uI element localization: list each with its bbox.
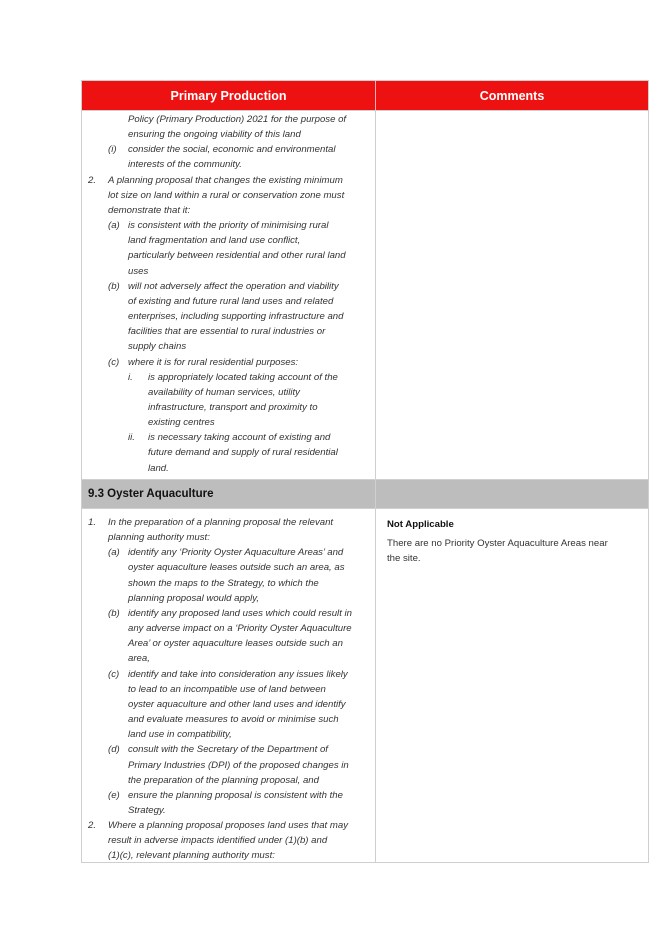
clause-line — [82, 758, 375, 773]
clause-text: any adverse impact on a ‘Priority Oyster Aquaculture — [128, 623, 352, 635]
clause-text: land fragmentation and land use conflict, — [128, 235, 301, 247]
clause-line — [82, 697, 375, 712]
clause-line — [82, 233, 375, 248]
clause-text: area, — [128, 653, 150, 665]
clause-text: (1)(c), relevant planning authority must: — [108, 850, 275, 862]
clause-line — [82, 355, 375, 370]
clause-line — [82, 294, 375, 309]
clause-text: planning proposal would apply, — [128, 592, 260, 604]
clause-line — [82, 742, 375, 757]
clause-text: ensuring the ongoing viability of this land — [128, 129, 301, 141]
clause-text: lot size on land within a rural or conservation zone must — [108, 189, 345, 201]
header-comments: Comments — [479, 88, 545, 103]
clause-line — [82, 560, 375, 575]
clause-text: identify any proposed land uses which could result in — [128, 607, 352, 619]
clause-line — [82, 606, 375, 621]
clause-line — [82, 415, 375, 430]
clause-text: supply chains — [128, 341, 187, 353]
clause-label: (i) — [108, 144, 117, 156]
clause-text: is necessary taking account of existing and — [148, 432, 331, 444]
header-primary-production: Primary Production — [82, 81, 376, 110]
clause-line — [82, 430, 375, 445]
clause-line — [82, 621, 375, 636]
clause-line — [82, 545, 375, 560]
clause-text: the preparation of the planning proposal, and — [128, 774, 319, 786]
table-row-oyster-aquaculture — [82, 509, 648, 863]
clause-text: oyster aquaculture leases outside such an area, as — [128, 562, 345, 574]
clause-text: interests of the community. — [128, 159, 242, 171]
clause-text: Primary Industries (DPI) of the proposed changes in — [128, 759, 349, 771]
clause-label: i. — [128, 371, 133, 383]
clause-text: land. — [148, 462, 169, 474]
row1-requirements-cell — [82, 111, 376, 479]
clause-text: A planning proposal that changes the existing minimum — [108, 174, 343, 186]
clause-text: identify and take into consideration any issues likely — [128, 668, 348, 680]
clause-label: 2. — [88, 174, 97, 186]
clause-line — [82, 203, 375, 218]
clause-line — [82, 400, 375, 415]
clause-line — [82, 279, 375, 294]
comment-text-line: the site. — [387, 553, 421, 565]
clause-label: ii. — [128, 432, 135, 444]
comment-text-line: There are no Priority Oyster Aquaculture Areas near — [387, 538, 608, 550]
clause-line — [82, 142, 375, 157]
clause-label: (c) — [108, 668, 120, 680]
clause-line — [82, 218, 375, 233]
clause-text: ensure the planning proposal is consistent with the — [128, 789, 343, 801]
clause-text: Policy (Primary Production) 2021 for the purpose of — [128, 114, 347, 125]
clause-line — [82, 370, 375, 385]
clause-line — [82, 188, 375, 203]
clause-line — [82, 127, 375, 142]
clause-line — [82, 264, 375, 279]
clause-line — [82, 530, 375, 545]
clause-line — [82, 727, 375, 742]
clause-text: planning authority must: — [108, 532, 210, 544]
clause-text: where it is for rural residential purposes: — [128, 356, 299, 368]
section-row-oyster-aquaculture — [82, 480, 648, 509]
clause-line — [82, 157, 375, 172]
clause-line — [82, 173, 375, 188]
clause-text: identify any ‘Priority Oyster Aquaculture Areas’ and — [128, 547, 344, 559]
clause-text: of existing and future rural land uses and related — [128, 295, 334, 307]
clause-line — [82, 112, 375, 127]
clause-text: consider the social, economic and environmental — [128, 144, 336, 156]
clause-text: infrastructure, transport and proximity to — [148, 401, 318, 413]
clause-label: (b) — [108, 607, 120, 619]
clause-label: 1. — [88, 517, 97, 528]
clause-label: (c) — [108, 356, 120, 368]
clause-line — [82, 385, 375, 400]
clause-line — [82, 712, 375, 727]
clause-text: is appropriately located taking account of the — [148, 371, 338, 383]
clause-label: (b) — [108, 280, 120, 292]
clause-text: Where a planning proposal proposes land uses that may — [108, 820, 348, 832]
consistency-table — [81, 80, 649, 863]
clause-text: existing centres — [148, 417, 215, 429]
clause-line — [82, 818, 375, 833]
table-row-primary-production-cont — [82, 111, 648, 480]
clause-line — [82, 788, 375, 803]
clause-text: land use in compatibility, — [128, 729, 232, 741]
clause-text: uses — [128, 265, 149, 277]
clause-line — [82, 248, 375, 263]
clause-line — [82, 682, 375, 697]
clause-line — [82, 515, 375, 530]
clause-line — [82, 667, 375, 682]
clause-text: Strategy. — [128, 804, 166, 816]
clause-text: shown the maps to the Strategy, to which the — [128, 577, 319, 589]
clause-label: (a) — [108, 547, 120, 559]
clause-text: facilities that are essential to rural industries or — [128, 326, 326, 338]
clause-text: enterprises, including supporting infrastructure and — [128, 311, 344, 323]
clause-text: In the preparation of a planning proposal the relevant — [108, 517, 334, 528]
clause-line — [82, 803, 375, 818]
clause-line — [82, 833, 375, 848]
row1-comments-cell — [376, 111, 648, 479]
clause-text: demonstrate that it: — [108, 204, 191, 216]
table-header-row — [82, 81, 648, 111]
section-title: 9.3 Oyster Aquaculture — [82, 480, 376, 508]
clause-line — [82, 591, 375, 606]
clause-line — [82, 324, 375, 339]
clause-text: future demand and supply of rural residential — [148, 447, 338, 459]
clause-line — [82, 773, 375, 788]
clause-line — [82, 651, 375, 666]
clause-label: (d) — [108, 744, 120, 756]
clause-text: particularly between residential and other rural land — [128, 250, 346, 262]
clause-label: (a) — [108, 220, 120, 232]
clause-text: Area’ or oyster aquaculture leases outside such an — [128, 638, 343, 650]
clause-line — [82, 636, 375, 651]
clause-text: result in adverse impacts identified under (1)(b) and — [108, 835, 328, 847]
clause-text: will not adversely affect the operation and viability — [128, 280, 339, 292]
clause-line — [82, 309, 375, 324]
section-comments-cell — [376, 480, 648, 508]
clause-line — [82, 339, 375, 354]
clause-line — [82, 576, 375, 591]
clause-line — [82, 445, 375, 460]
comment-status: Not Applicable — [387, 519, 454, 530]
clause-text: oyster aquaculture and other land uses and identify — [128, 698, 346, 710]
clause-label: (e) — [108, 789, 120, 801]
clause-line — [82, 848, 375, 863]
clause-text: consult with the Secretary of the Department of — [128, 744, 328, 756]
row2-requirements-cell — [82, 509, 376, 862]
clause-text: availability of human services, utility — [148, 386, 300, 398]
clause-label: 2. — [88, 820, 97, 832]
clause-text: and evaluate measures to avoid or minimise such — [128, 714, 339, 726]
row2-comments-cell — [376, 509, 648, 862]
clause-text: to lead to an incompatible use of land between — [128, 683, 326, 695]
clause-text: is consistent with the priority of minimising rural — [128, 220, 329, 232]
clause-line — [82, 461, 375, 476]
